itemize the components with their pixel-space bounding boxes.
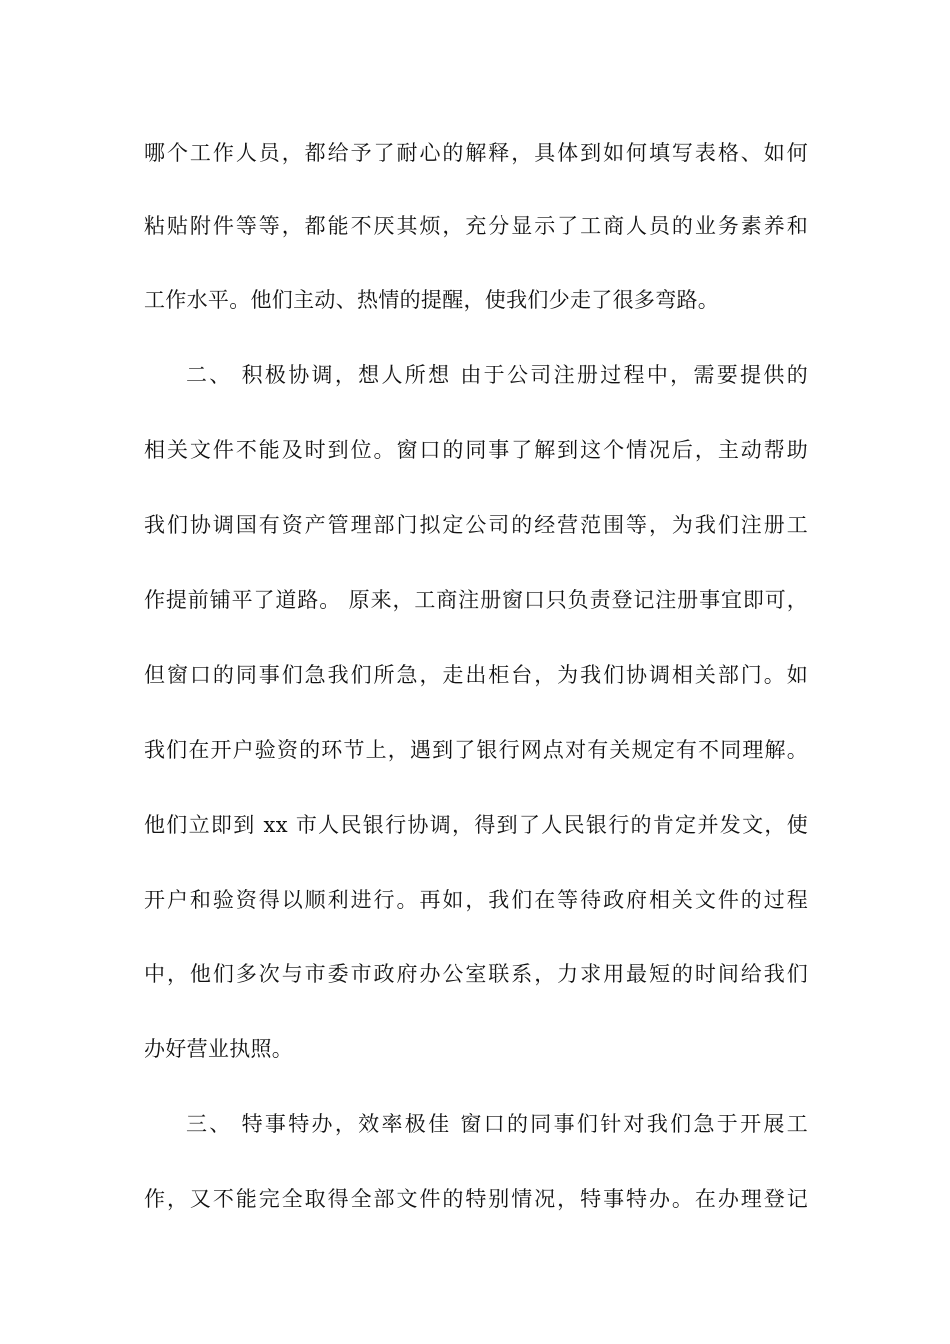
text-line-5: 相关文件不能及时到位。窗口的同事了解到这个情况后，主动帮助 [144,438,808,462]
text-line-9: 我们在开户验资的环节上，遇到了银行网点对有关规定有不同理解。 [144,738,808,762]
text-line-10: 他们立即到 xx 市人民银行协调，得到了人民银行的肯定并发文，使 [144,813,808,837]
text-line-15: 作，又不能完全取得全部文件的特别情况，特事特办。在办理登记 [144,1187,808,1211]
text-line-11: 开户和验资得以顺利进行。再如，我们在等待政府相关文件的过程 [144,888,808,912]
text-line-1: 哪个工作人员，都给予了耐心的解释，具体到如何填写表格、如何 [144,141,808,165]
text-line-13: 办好营业执照。 [144,1037,294,1061]
text-line-12: 中，他们多次与市委市政府办公室联系，力求用最短的时间给我们 [144,962,808,986]
section-two-heading-line: 二、 积极协调，想人所想 由于公司注册过程中，需要提供的 [186,363,808,387]
text-line-2: 粘贴附件等等，都能不厌其烦，充分显示了工商人员的业务素养和 [144,214,808,238]
section-three-heading-line: 三、 特事特办，效率极佳 窗口的同事们针对我们急于开展工 [186,1112,808,1136]
text-line-8: 但窗口的同事们急我们所急，走出柜台，为我们协调相关部门。如 [144,663,808,687]
text-line-3: 工作水平。他们主动、热情的提醒，使我们少走了很多弯路。 [144,288,720,312]
text-line-7: 作提前铺平了道路。 原来，工商注册窗口只负责登记注册事宜即可， [144,588,808,612]
text-line-6: 我们协调国有资产管理部门拟定公司的经营范围等，为我们注册工 [144,513,808,537]
